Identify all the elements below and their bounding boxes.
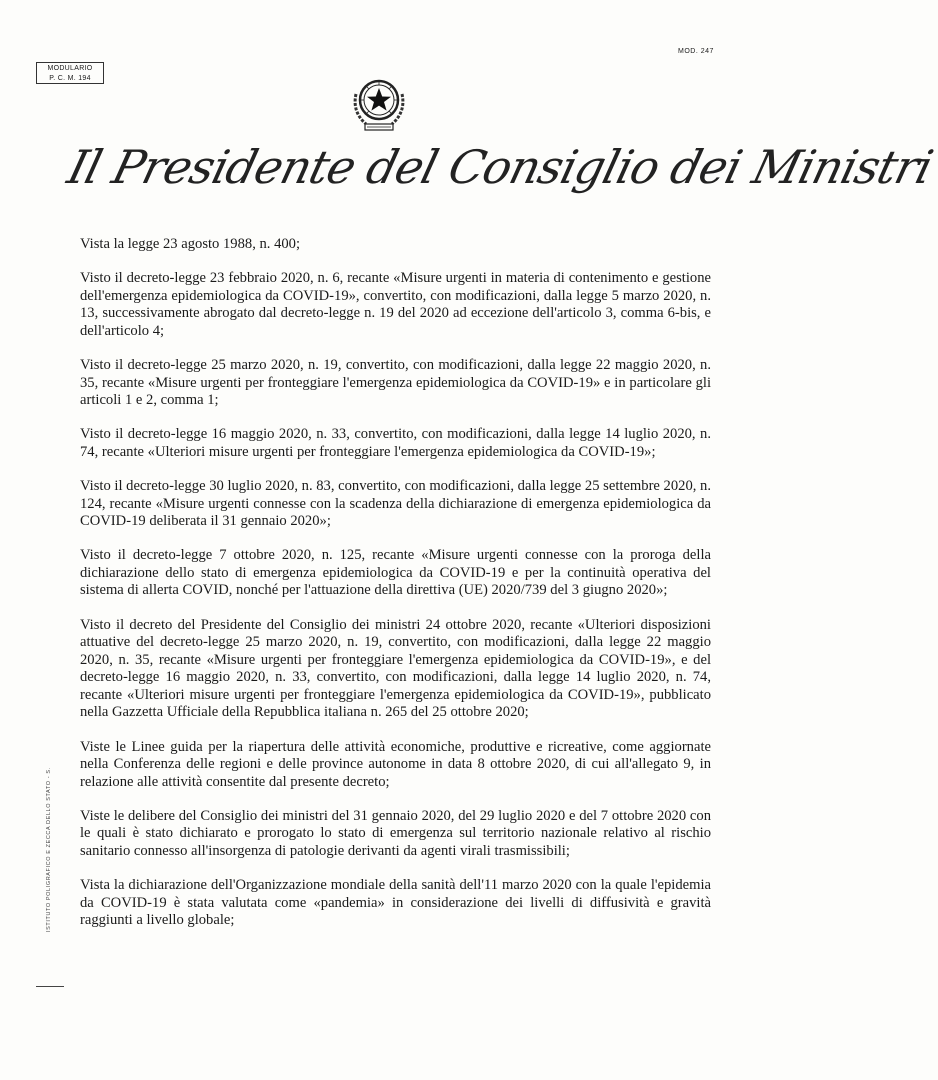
page-title: Il Presidente del Consiglio dei Ministri	[62, 140, 938, 194]
document-body	[80, 236, 711, 946]
paragraph: Viste le delibere del Consiglio dei ministri del 31 gennaio 2020, del 29 luglio 2020 e del 7 ottobre 2020 con le quali è stato dichiarato e prorogato lo stato di emergenza sul territorio nazionale relativo al rischio sanitario connesso all'insorgenza di patologie derivanti da agenti virali trasmissibili;	[80, 807, 711, 860]
italian-republic-emblem-icon	[348, 70, 410, 138]
modulario-label: MODULARIO	[47, 65, 93, 72]
margin-rule	[36, 986, 64, 987]
paragraph: Viste le Linee guida per la riapertura delle attività economiche, produttive e ricreative, come aggiornate nella Conferenza delle regioni e delle province autonome in data 8 ottobre 2020, di cui all'allegato 9, in relazione alle attività consentite dal presente decreto;	[80, 738, 711, 790]
paragraph: Visto il decreto-legge 16 maggio 2020, n. 33, convertito, con modificazioni, dalla legge 14 luglio 2020, n. 74, recante «Ulteriori misure urgenti per fronteggiare l'emergenza epidemiologica da COVID-19»;	[80, 426, 711, 460]
paragraph: Visto il decreto-legge 25 marzo 2020, n. 19, convertito, con modificazioni, dalla legge 22 maggio 2020, n. 35, recante «Misure urgenti per fronteggiare l'emergenza epidemiologica da COVID-19» e in particolare gli articoli 1 e 2, comma 1;	[80, 356, 711, 409]
modulario-box	[36, 62, 104, 84]
paragraph: Vista la legge 23 agosto 1988, n. 400;	[80, 236, 301, 252]
mod-code: MOD. 247	[678, 48, 714, 55]
paragraph: Visto il decreto del Presidente del Consiglio dei ministri 24 ottobre 2020, recante «Ulteriori disposizioni attuative del decreto-legge 25 marzo 2020, n. 19, convertito, con modificazioni, dalla legge 22 maggio 2020, n. 35, recante «Misure urgenti per fronteggiare l'emergenza epidemiologica da COVID-19», e del decreto-legge 16 maggio 2020, n. 33, convertito, con modificazioni, dalla legge 14 luglio 2020, n. 74, recante «Ulteriori misure urgenti per fronteggiare l'emergenza epidemiologica da COVID-19», pubblicato nella Gazzetta Ufficiale della Repubblica italiana n. 265 del 25 ottobre 2020;	[80, 616, 711, 721]
paragraph: Vista la dichiarazione dell'Organizzazione mondiale della sanità dell'11 marzo 2020 con la quale l'epidemia da COVID-19 è stata valutata come «pandemia» in considerazione dei livelli di diffusività e gravità raggiunti a livello globale;	[80, 877, 711, 929]
paragraph: Visto il decreto-legge 30 luglio 2020, n. 83, convertito, con modificazioni, dalla legge 25 settembre 2020, n. 124, recante «Misure urgenti connesse con la scadenza della dichiarazione di emergenza epidemiologica da COVID-19 deliberata il 31 gennaio 2020»;	[80, 477, 711, 530]
paragraph: Visto il decreto-legge 7 ottobre 2020, n. 125, recante «Misure urgenti connesse con la proroga della dichiarazione dello stato di emergenza epidemiologica da COVID-19 e per la continuità operativa del sistema di allerta COVID, nonché per l'attuazione della direttiva (UE) 2020/739 del 3 giugno 2020»;	[80, 547, 711, 599]
printer-imprint: ISTITUTO POLIGRAFICO E ZECCA DELLO STATO - S.	[46, 767, 52, 932]
paragraph: Visto il decreto-legge 23 febbraio 2020, n. 6, recante «Misure urgenti in materia di contenimento e gestione dell'emergenza epidemiologica da COVID-19», convertito, con modificazioni, dalla legge 5 marzo 2020, n. 13, successivamente abrogato dal decreto-legge n. 19 del 2020 ad eccezione dell'articolo 3, comma 6-bis, e dell'articolo 4;	[80, 270, 711, 339]
modulario-code: P. C. M. 194	[49, 75, 91, 82]
